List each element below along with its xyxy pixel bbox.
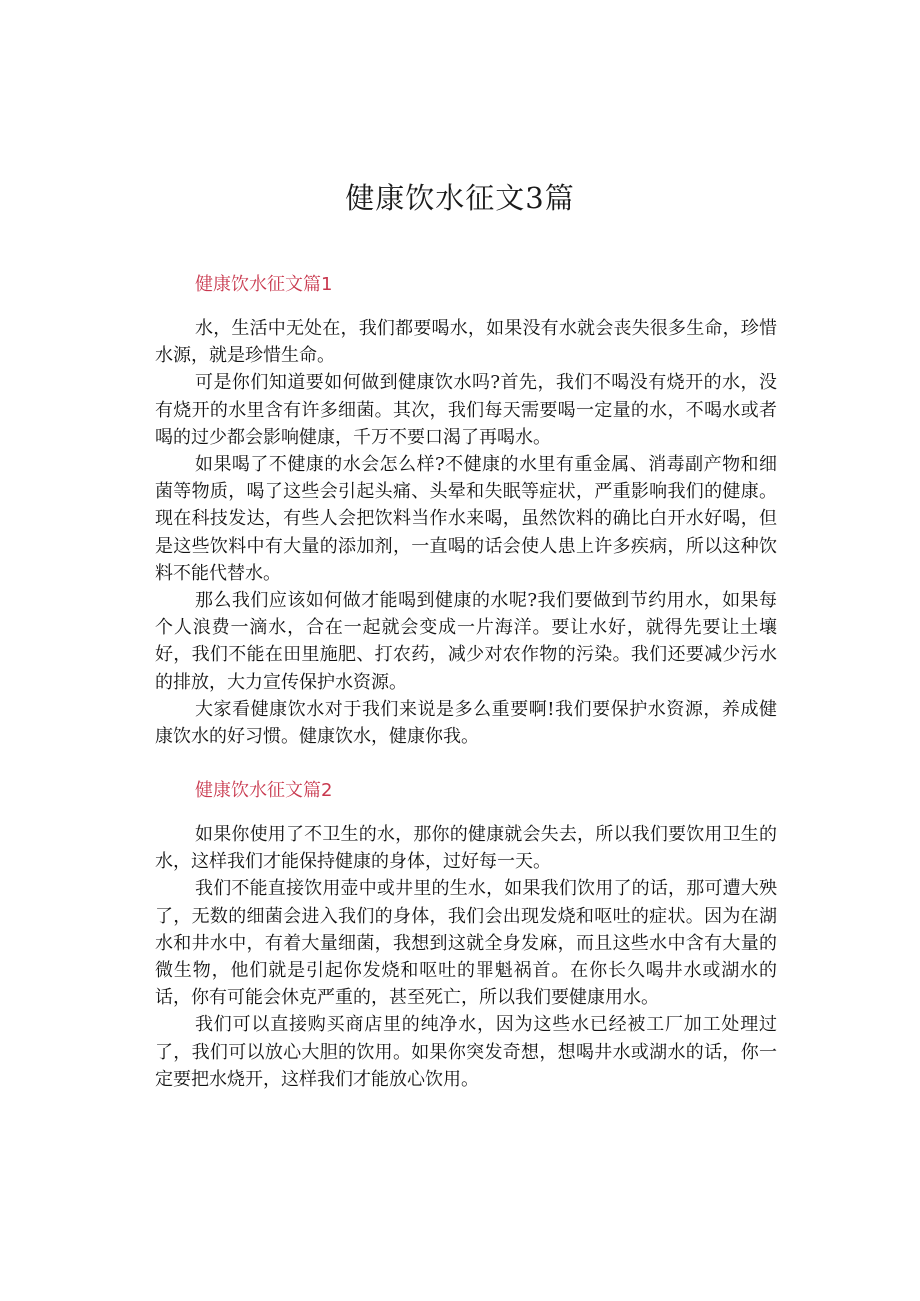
section-heading: 健康饮水征文篇1 bbox=[195, 274, 333, 295]
paragraph: 如果你使用了不卫生的水，那你的健康就会失去，所以我们要饮用卫生的水，这样我们才能保持健康的身体，过好每一天。 bbox=[155, 824, 777, 873]
paragraph: 大家看健康饮水对于我们来说是多么重要啊!我们要保护水资源，养成健康饮水的好习惯。健康饮水，健康你我。 bbox=[155, 698, 777, 748]
paragraph: 如果喝了不健康的水会怎么样?不健康的水里有重金属、消毒副产物和细菌等物质，喝了这些会引起头痛、头晕和失眠等症状，严重影响我们的健康。现在科技发达，有些人会把饮料当作水来喝，虽然饮料的确比白开水好喝，但是这些饮料中有大量的添加剂，一直喝的话会使人患上许多疾病，所以这种饮料不能代替水。 bbox=[155, 454, 777, 584]
section-heading: 健康饮水征文篇2 bbox=[195, 780, 333, 801]
paragraph: 我们可以直接购买商店里的纯净水，因为这些水已经被工厂加工处理过了，我们可以放心大胆的饮用。如果你突发奇想，想喝井水或湖水的话，你一定要把水烧开，这样我们才能放心饮用。 bbox=[155, 1014, 777, 1090]
essay-section-1 bbox=[155, 273, 777, 750]
paragraph: 那么我们应该如何做才能喝到健康的水呢?我们要做到节约用水，如果每个人浪费一滴水，合在一起就会变成一片海洋。要让水好，就得先要让土壤好，我们不能在田里施肥、打农药，减少对农作物的污染。我们还要减少污水的排放，大力宣传保护水资源。 bbox=[155, 590, 777, 693]
document-title: 健康饮水征文3篇 bbox=[345, 181, 575, 215]
essay-section-2 bbox=[155, 779, 777, 1093]
paragraph: 水，生活中无处在，我们都要喝水，如果没有水就会丧失很多生命，珍惜水源，就是珍惜生命。 bbox=[155, 318, 777, 367]
paragraph: 我们不能直接饮用壶中或井里的生水，如果我们饮用了的话，那可遭大殃了，无数的细菌会进入我们的身体，我们会出现发烧和呕吐的症状。因为在湖水和井水中，有着大量细菌，我想到这就全身发麻，而且这些水中含有大量的微生物，他们就是引起你发烧和呕吐的罪魁祸首。在你长久喝井水或湖水的话，你有可能会休克严重的，甚至死亡，所以我们要健康用水。 bbox=[155, 878, 777, 1009]
paragraph: 可是你们知道要如何做到健康饮水吗?首先，我们不喝没有烧开的水，没有烧开的水里含有许多细菌。其次，我们每天需要喝一定量的水，不喝水或者喝的过少都会影响健康，千万不要口渴了再喝水。 bbox=[155, 372, 777, 448]
